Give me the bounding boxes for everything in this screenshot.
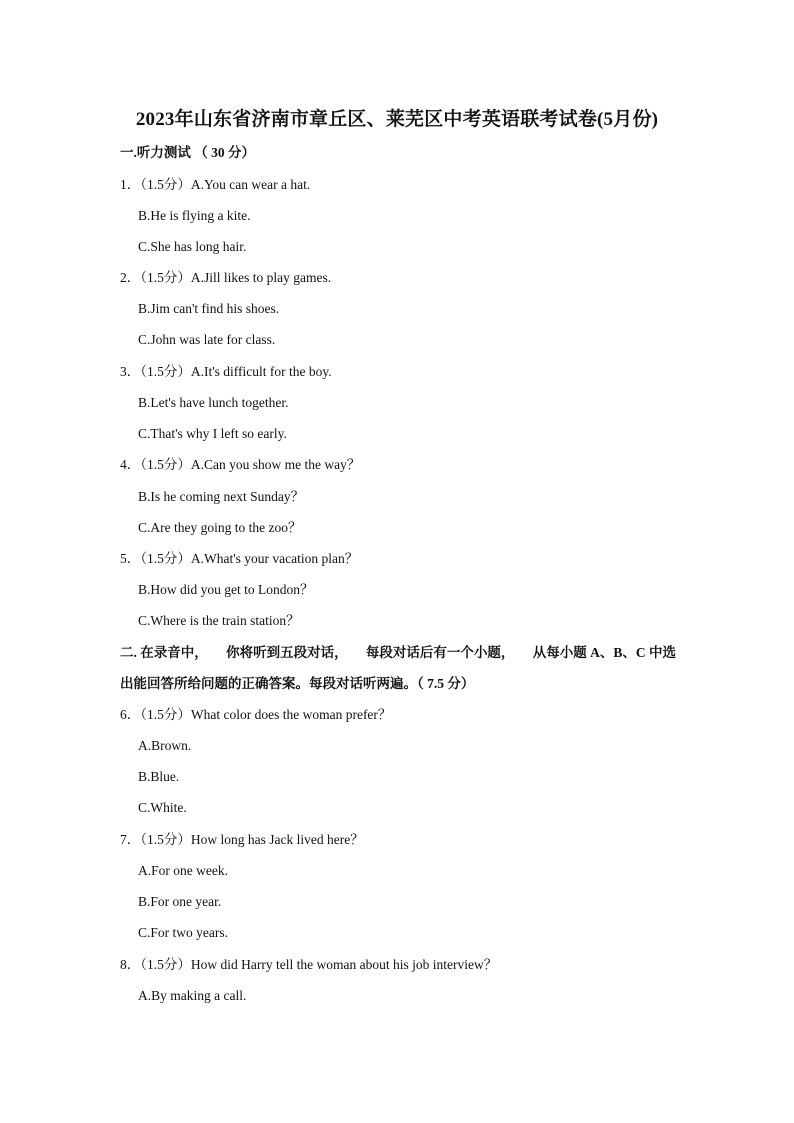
section-2-heading-part-4: 从每小题 A、B、C 中选	[532, 645, 676, 660]
section-2-heading-line-2: 出能回答所给问题的正确答案。每段对话听两遍。（ 7.5 分）	[120, 676, 475, 691]
question-6-option-c: C.White.	[138, 800, 187, 815]
question-7-option-b: B.For one year.	[138, 894, 222, 909]
question-7-option-a: A.For one week.	[138, 863, 228, 878]
question-4-option-c: C.Are they going to the zoo？	[138, 520, 302, 535]
question-7-stem: 7．（1.5分）How long has Jack lived here？	[120, 832, 364, 847]
question-6-stem: 6．（1.5分）What color does the woman prefer？	[120, 707, 392, 722]
question-3-option-c: C.That's why I left so early.	[138, 426, 287, 441]
question-7-option-c: C.For two years.	[138, 925, 228, 940]
section-2-heading-line-1	[120, 644, 676, 662]
question-8-option-a: A.By making a call.	[138, 988, 247, 1003]
question-4-stem: 4．（1.5分）A.Can you show me the way？	[120, 457, 361, 472]
section-2-heading-part-1: 二. 在录音中，	[120, 645, 208, 660]
section-2-heading-part-2: 你将听到五段对话，	[226, 645, 348, 660]
question-6-option-b: B.Blue.	[138, 769, 180, 784]
exam-title: 2023年山东省济南市章丘区、莱芜区中考英语联考试卷(5月份)	[135, 109, 659, 130]
question-1-stem: 1．（1.5分）A.You can wear a hat.	[120, 177, 311, 192]
question-5-option-b: B.How did you get to London？	[138, 582, 314, 597]
section-2-heading-part-3: 每段对话后有一个小题，	[365, 645, 515, 660]
question-3-stem: 3．（1.5分）A.It's difficult for the boy.	[120, 364, 332, 379]
question-1-option-c: C.She has long hair.	[138, 239, 247, 254]
question-2-stem: 2．（1.5分）A.Jill likes to play games.	[120, 270, 332, 285]
section-2-heading	[120, 644, 676, 662]
question-3-option-b: B.Let's have lunch together.	[138, 395, 289, 410]
question-6-option-a: A.Brown.	[138, 738, 192, 753]
question-2-option-c: C.John was late for class.	[138, 332, 276, 347]
question-1-option-b: B.He is flying a kite.	[138, 208, 251, 223]
question-4-option-b: B.Is he coming next Sunday？	[138, 489, 305, 504]
question-8-stem: 8．（1.5分）How did Harry tell the woman about his job interview？	[120, 957, 498, 972]
question-5-stem: 5．（1.5分）A.What's your vacation plan？	[120, 551, 359, 566]
question-2-option-b: B.Jim can't find his shoes.	[138, 301, 280, 316]
question-5-option-c: C.Where is the train station？	[138, 613, 300, 628]
section-1-heading: 一.听力测试 （ 30 分）	[120, 145, 255, 160]
